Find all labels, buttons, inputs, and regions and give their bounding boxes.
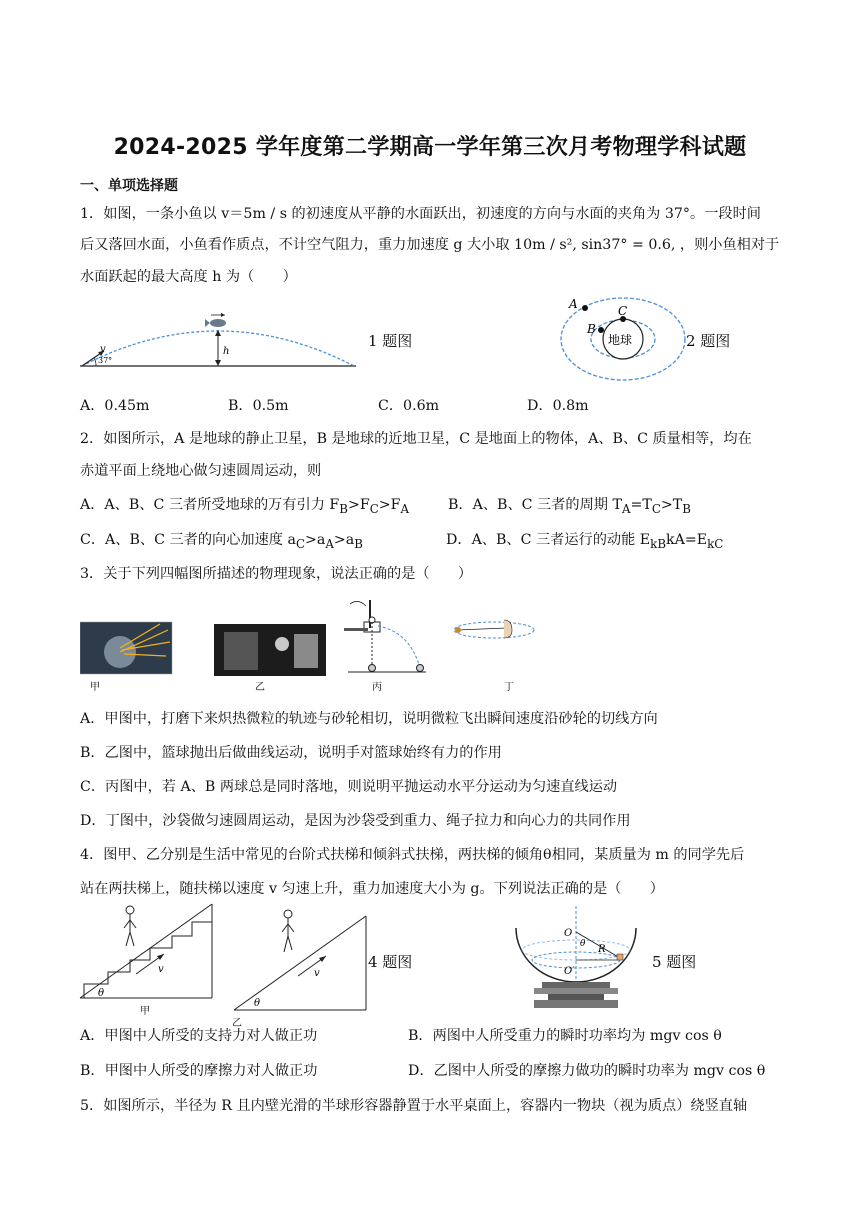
q4-option-a[interactable]: A．甲图中人所受的支持力对人做正功 bbox=[80, 1028, 318, 1044]
q4-yi-v: v bbox=[314, 968, 320, 979]
q1-velocity-label: v bbox=[100, 344, 106, 355]
q4-stem-line2: 站在两扶梯上，随扶梯以速度 v 匀速上升，重力加速度大小为 g。下列说法正确的是（ ） bbox=[80, 881, 664, 897]
page-title: 2024-2025 学年度第二学期高一学年第三次月考物理学科试题 bbox=[113, 135, 747, 160]
fig-bing-label: 丙 bbox=[372, 682, 382, 692]
q1-option-c[interactable]: C．0.6m bbox=[378, 398, 440, 414]
projectile-apparatus bbox=[344, 600, 426, 672]
q1-option-a[interactable]: A．0.45m bbox=[80, 398, 150, 414]
q1-option-d[interactable]: D．0.8m bbox=[527, 398, 589, 414]
q5-o2-label: O′ bbox=[564, 966, 575, 977]
satellite-b-label: B bbox=[587, 322, 596, 336]
q2-option-c[interactable]: C．A、B、C 三者的向心加速度 $a_C>a_A>a_B$ bbox=[80, 532, 363, 551]
q3-option-c[interactable]: C．丙图中，若 A、B 两球总是同时落地，则说明平抛运动水平分运动为匀速直线运动 bbox=[80, 779, 618, 795]
q1-angle-label: 37° bbox=[98, 356, 113, 365]
q2-figure-caption: 2 题图 bbox=[686, 332, 731, 350]
q2-option-a[interactable]: A．A、B、C 三者所受地球的万有引力 $F_B>F_C>F_A$ bbox=[80, 497, 410, 516]
q1-figure bbox=[78, 306, 360, 370]
q3-option-d[interactable]: D．丁图中，沙袋做匀速圆周运动，是因为沙袋受到重力、绳子拉力和向心力的共同作用 bbox=[80, 813, 631, 829]
q4-option-d[interactable]: D．乙图中人所受的摩擦力做功的瞬时功率为 mgv cos θ bbox=[408, 1063, 766, 1079]
q4-yi-theta: θ bbox=[254, 998, 261, 1009]
inclined-escalator bbox=[234, 910, 366, 1010]
q1-height-label: h bbox=[223, 346, 230, 357]
earth-label: 地球 bbox=[608, 333, 633, 347]
q2-figure bbox=[556, 294, 686, 384]
object-c-label: C bbox=[618, 304, 628, 318]
q3-option-a[interactable]: A．甲图中，打磨下来炽热微粒的轨迹与砂轮相切，说明微粒飞出瞬间速度沿砂轮的切线方向 bbox=[80, 711, 658, 727]
grinding-wheel-image bbox=[80, 622, 172, 674]
q4-option-c[interactable]: B．甲图中人所受的摩擦力对人做正功 bbox=[80, 1063, 318, 1079]
q3-option-b[interactable]: B．乙图中，篮球抛出后做曲线运动，说明手对篮球始终有力的作用 bbox=[80, 745, 502, 761]
q2-stem-line1: 2．如图所示，A 是地球的静止卫星，B 是地球的近地卫星，C 是地面上的物体，A、B、C 质量相等，均在 bbox=[80, 431, 752, 447]
q4-jia-label: 甲 bbox=[140, 1006, 150, 1017]
q4-stem-line1: 4．图甲、乙分别是生活中常见的台阶式扶梯和倾斜式扶梯，两扶梯的倾角θ相同，某质量为 m 的同学先后 bbox=[80, 847, 745, 863]
q4-figure bbox=[78, 902, 368, 1018]
q3-stem: 3．关于下列四幅图所描述的物理现象，说法正确的是（ ） bbox=[80, 566, 473, 582]
step-escalator bbox=[80, 904, 212, 1017]
q2-stem-line2: 赤道平面上绕地心做匀速圆周运动，则 bbox=[80, 463, 322, 479]
fig-ding-label: 丁 bbox=[504, 682, 514, 692]
q2-option-d[interactable]: D．A、B、C 三者运行的动能 $E_{kB}kA=E_{kC}$ bbox=[446, 532, 724, 551]
q4-option-b[interactable]: B．两图中人所受重力的瞬时功率均为 mgv cos θ bbox=[408, 1028, 722, 1044]
q1-stem-line1: 1．如图，一条小鱼以 v＝5m / s 的初速度从平静的水面跃出，初速度的方向与水面的夹角为 37°。一段时间 bbox=[80, 206, 761, 222]
q5-figure-caption: 5 题图 bbox=[652, 953, 697, 971]
q5-r-label: R bbox=[598, 944, 606, 955]
q1-stem-line2: 后又落回水面，小鱼看作质点，不计空气阻力，重力加速度 g 大小取 10m / s², sin37° = 0.6, ，则小鱼相对于 bbox=[80, 237, 780, 253]
section-heading: 一、单项选择题 bbox=[80, 178, 178, 194]
q3-figures bbox=[80, 592, 540, 692]
basketball-image bbox=[214, 624, 326, 676]
q5-figure bbox=[508, 904, 648, 1016]
q5-theta-label: θ bbox=[580, 939, 586, 949]
q2-option-b[interactable]: B．A、B、C 三者的周期 $T_A=T_C>T_B$ bbox=[448, 497, 691, 516]
person-icon bbox=[124, 906, 136, 946]
sandbag-circle bbox=[454, 620, 534, 638]
q4-yi-label: 乙 bbox=[232, 1018, 242, 1029]
person-icon bbox=[282, 910, 294, 952]
fig-jia-label: 甲 bbox=[90, 682, 100, 692]
satellite-a-label: A bbox=[569, 297, 578, 311]
q5-stem-line1: 5．如图所示，半径为 R 且内壁光滑的半球形容器静置于水平桌面上，容器内一物块（视为质点）绕竖直轴 bbox=[80, 1098, 748, 1114]
stand-base bbox=[534, 982, 618, 1008]
q4-figure-caption: 4 题图 bbox=[368, 953, 413, 971]
fish-icon bbox=[205, 313, 226, 327]
q4-jia-v: v bbox=[158, 964, 164, 975]
q1-option-b[interactable]: B．0.5m bbox=[228, 398, 289, 414]
q1-stem-line3: 水面跃起的最大高度 h 为（ ） bbox=[80, 269, 297, 285]
q4-jia-theta: θ bbox=[98, 988, 105, 999]
q5-o-label: O bbox=[564, 928, 573, 939]
fig-yi-label: 乙 bbox=[255, 682, 265, 692]
q1-figure-caption: 1 题图 bbox=[368, 332, 413, 350]
